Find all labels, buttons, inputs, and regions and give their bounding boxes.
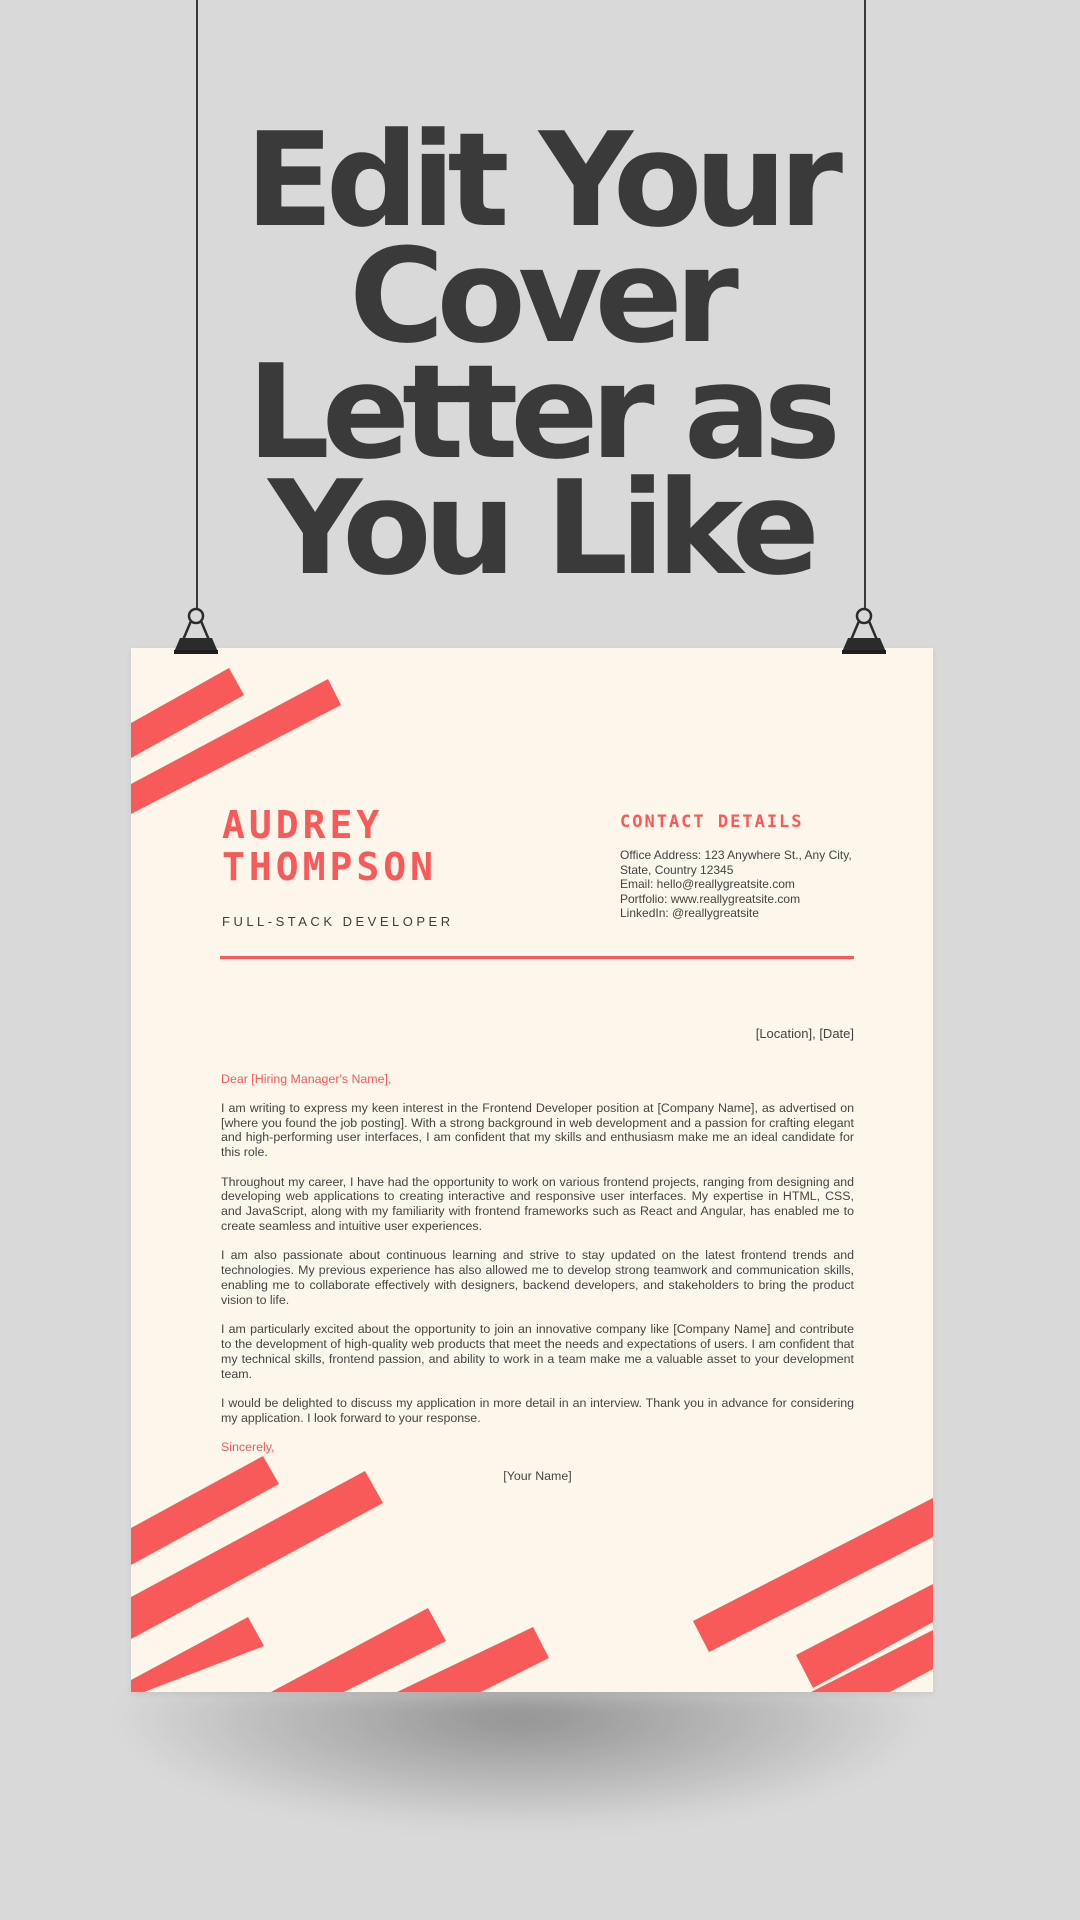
letter-paragraph: I am writing to express my keen interest in the Frontend Developer position at [Company Name], as advertised on [where you found the job posting]. With a strong background in web development and a passion for crafting elegant and high-performing user interfaces, I am confident that my skills and enthusiasm make me an ideal candidate for this role. (221, 1100, 854, 1160)
binder-clip-right-icon (840, 606, 888, 660)
location-date: [Location], [Date] (755, 1026, 854, 1041)
name-line: AUDREY (222, 803, 384, 847)
stripe-shape (131, 1617, 264, 1692)
contact-line: Portfolio: www.reallygreatsite.com (620, 891, 801, 906)
headline (0, 104, 1080, 604)
job-title: FULL-STACK DEVELOPER (222, 914, 454, 929)
paper-shadow (110, 1690, 930, 1830)
closing: Sincerely, (221, 1440, 275, 1455)
cover-letter-paper (131, 648, 933, 1692)
contact-details (620, 848, 890, 921)
letter-body (221, 1072, 854, 1484)
contact-line: LinkedIn: @reallygreatsite (620, 906, 759, 921)
headline-line: You Like (268, 452, 812, 604)
headline-line: Edit Your (245, 104, 835, 256)
greeting: Dear [Hiring Manager's Name], (221, 1072, 392, 1086)
binder-clip-left-icon (172, 606, 220, 660)
letter-paragraph: Throughout my career, I have had the opportunity to work on various frontend projects, ranging from designing and developing web applications to creating interactive and responsive user interfaces. My expertise in HTML, CSS, and JavaScript, along with my familiarity with frontend frameworks such as React and Angular, has enabled me to create seamless and intuitive user experiences. (221, 1174, 854, 1233)
headline-line: Letter as (247, 336, 833, 488)
letter-paragraph: I would be delighted to discuss my application in more detail in an interview. Thank you in advance for considering my application. I look forward to your response. (221, 1395, 854, 1425)
stripe-shape (131, 1471, 383, 1639)
contact-line: State, Country 12345 (620, 862, 734, 877)
stripe-shape (271, 1608, 446, 1692)
applicant-name (222, 804, 437, 888)
letter-paragraph: I am also passionate about continuous learning and strive to stay updated on the latest frontend trends and technologies. My previous experience has also allowed me to develop strong teamwork and communication skills, enabling me to collaborate effectively with designers, backend developers, and stakeholders to bring the product vision to life. (221, 1248, 854, 1307)
contact-line: Office Address: 123 Anywhere St., Any City, (620, 848, 852, 862)
letter-paragraph: I am particularly excited about the opportunity to join an innovative company like [Company Name] and contribute to the development of high-quality web products that meet the needs and expectations of users. I am confident that my technical skills, frontend passion, and ability to work in a team make me a valuable asset to your development team. (221, 1322, 854, 1381)
name-line: THOMPSON (222, 845, 438, 889)
headline-line: Cover (349, 220, 731, 372)
signature: [Your Name] (503, 1468, 572, 1483)
contact-line: Email: hello@reallygreatsite.com (620, 877, 795, 892)
contact-details-heading: CONTACT DETAILS (620, 812, 804, 832)
header-divider (220, 956, 854, 959)
